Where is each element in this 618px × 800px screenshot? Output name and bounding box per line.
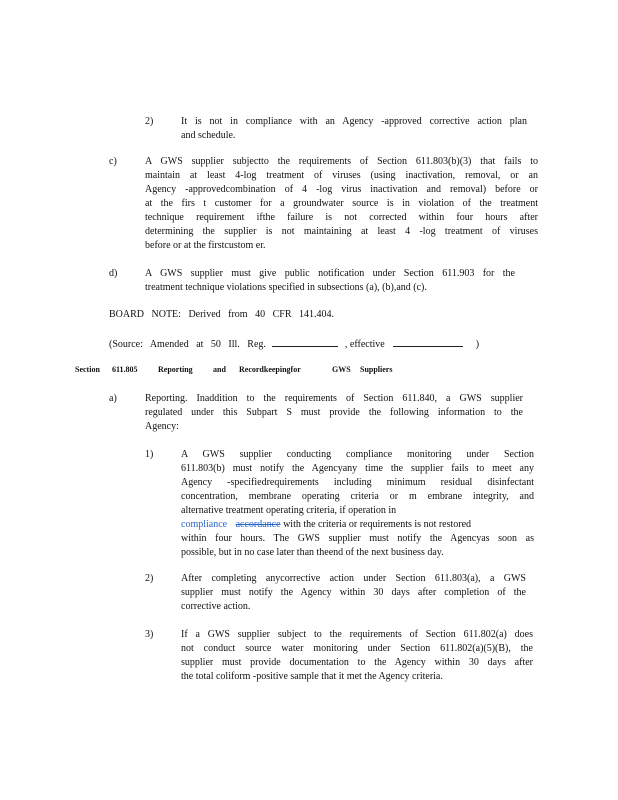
edited-line bbox=[181, 518, 534, 532]
text-line: If a GWS supplier subject to the requirements of Section 611.802(a) does bbox=[181, 629, 533, 640]
text-line: Agency -approvedcombination of 4 -log virus inactivation and removal) before or bbox=[145, 184, 538, 195]
text-line: supplier must provide documentation to the Agency within 30 days after bbox=[181, 657, 533, 668]
text-line: the total coliform -positive sample that it met the Agency criteria. bbox=[181, 671, 443, 682]
text-after-edit: with the criteria or requirements is not restored bbox=[280, 519, 472, 530]
text-line: A GWS supplier must give public notification under Section 611.903 for the bbox=[145, 268, 515, 279]
text-line: at the firs t customer for a groundwater source is in violation of the treatment bbox=[145, 198, 538, 209]
heading-word: Suppliers bbox=[360, 365, 393, 374]
sub-2-label: 2) bbox=[145, 573, 154, 584]
item-d-text bbox=[145, 267, 515, 295]
item-c-text bbox=[145, 155, 538, 253]
text-line: possible, but in no case later than theend of the next business day. bbox=[181, 547, 444, 558]
item-a-label: a) bbox=[109, 393, 117, 404]
heading-word: Reporting bbox=[158, 365, 193, 374]
sub-2-text bbox=[181, 572, 526, 614]
text-line: corrective action. bbox=[181, 601, 251, 612]
sub-1-label: 1) bbox=[145, 449, 154, 460]
text-line: before or at the firstcustom er. bbox=[145, 240, 266, 251]
text-line: It is not in compliance with an Agency -approved corrective action plan bbox=[181, 116, 527, 127]
effective-text: , effective bbox=[344, 339, 385, 350]
reg-blank bbox=[272, 336, 338, 347]
text-line: Agency -specifiedrequirements including minimum residual disinfectant bbox=[181, 477, 534, 488]
effective-blank bbox=[393, 336, 463, 347]
text-line: After completing anycorrective action under Section 611.803(a), a GWS bbox=[181, 573, 526, 584]
sub-3-text bbox=[181, 628, 533, 684]
inserted-text: compliance bbox=[181, 519, 228, 530]
text-line: 611.803(b) must notify the Agencyany time the supplier fails to meet any bbox=[181, 463, 534, 474]
source-close: ) bbox=[475, 339, 480, 350]
text-line: not conduct source water monitoring under Section 611.802(a)(5)(B), the bbox=[181, 643, 533, 654]
item-c-label: c) bbox=[109, 156, 117, 167]
item-2-label: 2) bbox=[145, 116, 154, 127]
text-line: Reporting. Inaddition to the requirements of Section 611.840, a GWS supplier bbox=[145, 393, 523, 404]
item-d-label: d) bbox=[109, 268, 118, 279]
text-line: maintain at least 4-log treatment of viruses (using inactivation, removal, or an bbox=[145, 170, 538, 181]
item-2-text bbox=[181, 115, 527, 143]
board-note: BOARD NOTE: Derived from 40 CFR 141.404. bbox=[109, 309, 334, 320]
text-line: within four hours. The GWS supplier must notify the Agencyas soon as bbox=[181, 533, 534, 544]
text-line: Agency: bbox=[145, 421, 179, 432]
heading-section-number: 611.805 bbox=[112, 365, 138, 374]
text-line: alternative treatment operating criteria, if operation in bbox=[181, 505, 397, 516]
heading-section-word: Section bbox=[75, 365, 100, 374]
text-line: and schedule. bbox=[181, 130, 236, 141]
item-a-text bbox=[145, 392, 523, 434]
text-line: determining the supplier is not maintaining at least 4 -log treatment of viruses bbox=[145, 226, 538, 237]
heading-word: and bbox=[213, 365, 226, 374]
text-line: A GWS supplier subjectto the requirements of Section 611.803(b)(3) that fails to bbox=[145, 156, 538, 167]
heading-word: Recordkeepingfor bbox=[239, 365, 301, 374]
text-line: concentration, membrane operating criteria or m embrane integrity, and bbox=[181, 491, 534, 502]
text-line: regulated under this Subpart S must provide the following information to the bbox=[145, 407, 523, 418]
source-line bbox=[109, 336, 479, 352]
text-line: technique requirement ifthe failure is not corrected within four hours after bbox=[145, 212, 538, 223]
text-line: supplier must notify the Agency within 30 days after completion of the bbox=[181, 587, 526, 598]
sub-3-label: 3) bbox=[145, 629, 154, 640]
text-line: treatment technique violations specified in subsections (a), (b),and (c). bbox=[145, 282, 427, 293]
deleted-text: accordance bbox=[235, 519, 281, 530]
text-line: A GWS supplier conducting compliance monitoring under Section bbox=[181, 449, 534, 460]
sub-1-text bbox=[181, 448, 534, 560]
source-text: (Source: Amended at 50 Ill. Reg. bbox=[109, 339, 266, 350]
heading-word: GWS bbox=[332, 365, 351, 374]
